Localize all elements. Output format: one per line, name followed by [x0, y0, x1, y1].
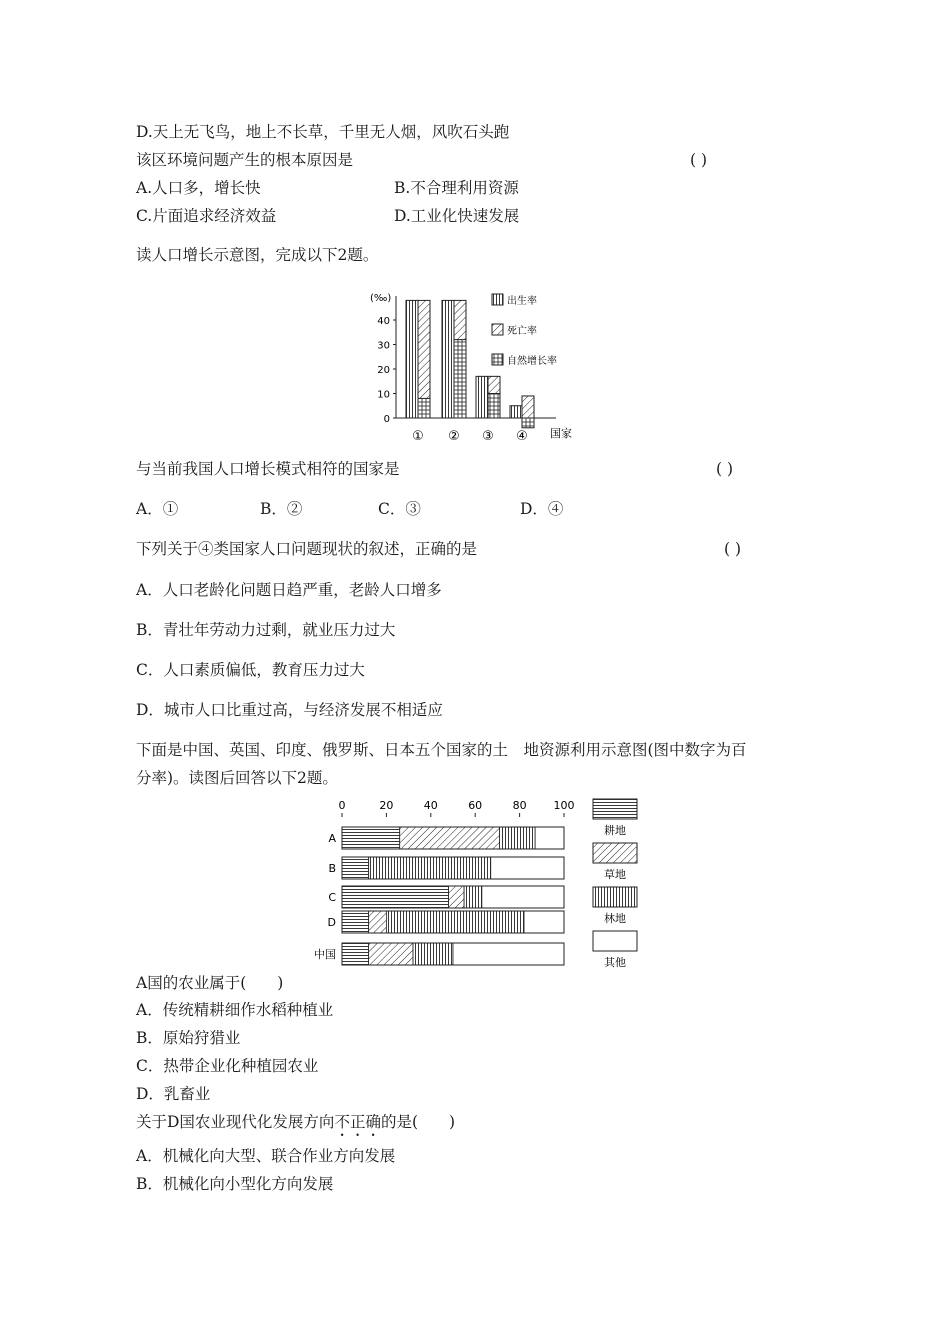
bar-natural-growth-rate: [418, 398, 430, 418]
q1-option-b: B.不合理利用资源: [394, 179, 519, 197]
q3-option-d: D．城市人口比重过高，与经济发展不相适应: [136, 701, 443, 719]
x-axis-label: 国家: [550, 427, 572, 440]
q3-option-c: C．人口素质偏低，教育压力过大: [136, 661, 365, 679]
bar-natural-growth-rate: [488, 394, 500, 419]
legend-swatch: [492, 324, 503, 335]
legend-label: 耕地: [604, 824, 626, 837]
y-tick-label: 10: [377, 389, 390, 401]
bar-segment-0: [342, 886, 449, 908]
legend-swatch: [593, 931, 637, 951]
q1-option-c: C.片面追求经济效益: [136, 207, 277, 225]
q3-option-a: A．人口老龄化问题日趋严重，老龄人口增多: [136, 581, 442, 599]
x-tick-label: 100: [553, 799, 575, 812]
bar-segment-2: [369, 857, 491, 879]
bar-birth-rate: [476, 376, 488, 418]
row-label: A: [328, 832, 336, 845]
q4-option-a: A．传统精耕细作水稻种植业: [136, 1001, 334, 1019]
legend-label: 自然增长率: [507, 356, 557, 367]
x-category-label: ④: [516, 429, 528, 444]
q5-stem-before: 关于D国农业现代化发展方向: [136, 1113, 335, 1131]
q3-option-b: B．青壮年劳动力过剩，就业压力过大: [136, 621, 396, 639]
q2-option-d: D．④: [520, 500, 564, 518]
bar-segment-2: [413, 943, 453, 965]
bar-segment-1: [449, 886, 465, 908]
bar-segment-3: [491, 857, 564, 879]
legend-label: 林地: [604, 912, 626, 925]
x-tick-label: 80: [512, 799, 527, 812]
row-label: D: [327, 916, 336, 929]
bar-natural-growth-rate: [522, 418, 534, 428]
bar-segment-2: [464, 886, 482, 908]
intro-land-use-line2: 分率)。读图后回答以下2题。: [136, 769, 338, 787]
legend-swatch: [593, 843, 637, 863]
bar-segment-0: [342, 857, 369, 879]
x-tick-label: 0: [338, 799, 346, 812]
q4-option-c: C．热带企业化种植园农业: [136, 1057, 319, 1075]
legend-label: 草地: [604, 868, 626, 881]
intro-land-use-line1: 下面是中国、英国、印度、俄罗斯、日本五个国家的土 地资源利用示意图(图中数字为百: [136, 741, 747, 759]
y-tick-label: 40: [377, 316, 390, 327]
x-tick-label: 60: [468, 799, 483, 812]
q4-stem: A国的农业属于( ): [136, 974, 284, 992]
q1-answer-paren: ( ): [690, 151, 708, 169]
population-growth-chart: [360, 288, 600, 448]
legend-label: 其他: [604, 956, 626, 969]
q1-option-d-prev: D.天上无飞鸟，地上不长草，千里无人烟，风吹石头跑: [136, 123, 510, 141]
q5-stem: [136, 1112, 455, 1140]
q5-option-b: B．机械化向小型化方向发展: [136, 1175, 334, 1193]
bar-death-rate: [522, 396, 534, 418]
y-tick-label: 20: [377, 365, 390, 376]
bar-segment-3: [535, 827, 564, 849]
q2-answer-paren: ( ): [716, 460, 734, 478]
q1-option-a: A.人口多，增长快: [136, 179, 261, 197]
q1-stem: 该区环境问题产生的根本原因是: [136, 151, 354, 169]
legend-label: 出生率: [507, 296, 537, 307]
bar-segment-0: [342, 827, 400, 849]
bar-segment-2: [500, 827, 536, 849]
bar-segment-1: [369, 943, 413, 965]
q4-option-b: B．原始狩猎业: [136, 1029, 241, 1047]
q2-option-c: C．③: [378, 500, 421, 518]
row-label: 中国: [314, 948, 336, 961]
bar-birth-rate: [442, 300, 454, 418]
legend-swatch: [593, 887, 637, 907]
legend-swatch: [492, 294, 503, 305]
row-label: C: [328, 891, 336, 904]
y-tick-label: 30: [377, 340, 390, 352]
legend-swatch: [492, 354, 503, 365]
y-tick-label: 0: [383, 414, 390, 425]
x-category-label: ③: [482, 429, 494, 444]
intro-population-chart: 读人口增长示意图，完成以下2题。: [136, 246, 379, 264]
q5-stem-after: 的是( ): [380, 1113, 456, 1131]
bar-birth-rate: [406, 300, 418, 418]
q3-answer-paren: ( ): [724, 540, 742, 558]
bar-segment-3: [453, 943, 564, 965]
row-label: B: [328, 862, 336, 875]
legend-swatch: [593, 799, 637, 819]
x-category-label: ②: [448, 429, 460, 444]
q5-stem-emphasis: 不正确: [334, 1113, 381, 1131]
q4-option-d: D．乳畜业: [136, 1085, 211, 1103]
bar-segment-3: [524, 911, 564, 933]
bar-natural-growth-rate: [454, 340, 466, 418]
bar-birth-rate: [510, 406, 522, 418]
bar-segment-2: [386, 911, 524, 933]
bar-segment-1: [400, 827, 500, 849]
x-tick-label: 40: [423, 799, 438, 812]
q2-option-a: A．①: [136, 500, 179, 518]
y-unit-label: (‰): [370, 293, 392, 304]
bar-segment-1: [369, 911, 387, 933]
land-use-chart: [306, 795, 646, 975]
q2-option-b: B．②: [260, 500, 303, 518]
x-tick-label: 20: [379, 799, 394, 812]
q3-stem: 下列关于④类国家人口问题现状的叙述，正确的是: [136, 540, 478, 558]
q2-stem: 与当前我国人口增长模式相符的国家是: [136, 460, 400, 478]
x-category-label: ①: [412, 429, 424, 444]
bar-segment-0: [342, 911, 369, 933]
q5-option-a: A．机械化向大型、联合作业方向发展: [136, 1147, 396, 1165]
legend-label: 死亡率: [507, 326, 537, 337]
bar-segment-0: [342, 943, 369, 965]
q1-option-d: D.工业化快速发展: [394, 207, 520, 225]
bar-segment-3: [482, 886, 564, 908]
